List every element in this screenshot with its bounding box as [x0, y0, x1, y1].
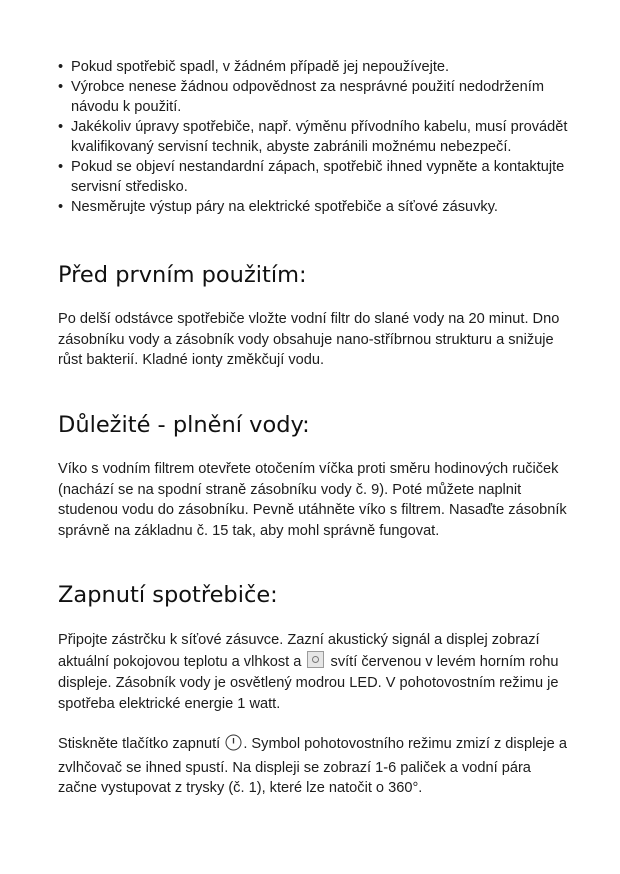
power-on-paragraph-2: Stiskněte tlačítko zapnutí . Symbol pohotovostního režimu zmizí z displeje a zvlhčovač se ihned spustí. Na displeji se zobrazí 1-6 paliček a vodní pára začne vystupovat z trysky (č. 1), které lze natočit o 360°. [58, 736, 567, 796]
first-use-paragraph: Po delší odstávce spotřebiče vložte vodní filtr do slané vody na 20 minut. Dno zásobníku vody a zásobník vody obsahuje nano-stříbrnou strukturu a snižuje růst bakterií. Kladné ionty změkčují vodu. [58, 311, 560, 368]
list-item: • Jakékoliv úpravy spotřebiče, např. výměnu přívodního kabelu, musí provádět kvalifikovaný servisní technik, abyste zabránili možnému nebezpečí. [58, 119, 568, 155]
list-item: • Nesměrujte výstup páry na elektrické spotřebiče a síťové zásuvky. [58, 199, 498, 215]
list-item: • Výrobce nenese žádnou odpovědnost za nesprávné použití nedodržením návodu k použití. [58, 79, 544, 115]
section-heading-power-on: Zapnutí spotřebiče: [58, 582, 278, 608]
bullet-text: Výrobce nenese žádnou odpovědnost za nesprávné použití nedodržením návodu k použití. [71, 79, 544, 115]
bullet-text: Pokud se objeví nestandardní zápach, spotřebič ihned vypněte a kontaktujte servisní středisko. [71, 159, 565, 195]
section-heading-first-use: Před prvním použitím: [58, 262, 307, 288]
bullet-text: Pokud spotřebič spadl, v žádném případě jej nepoužívejte. [71, 59, 450, 75]
bullet-text: Jakékoliv úpravy spotřebiče, např. výměnu přívodního kabelu, musí provádět kvalifikovaný servisní technik, abyste zabránili možnému nebezpečí. [71, 119, 568, 155]
bullet-text: Nesměrujte výstup páry na elektrické spotřebiče a síťové zásuvky. [71, 199, 498, 215]
standby-icon [307, 651, 324, 668]
water-fill-paragraph: Víko s vodním filtrem otevřete otočením víčka proti směru hodinových ručiček (nachází se na spodní straně zásobníku vody č. 9). Poté můžete naplnit studenou vodu do zásobníku. Pevně utáhněte víko s filtrem. Nasaďte zásobník správně na základnu č. 15 tak, aby mohl správně fungovat. [58, 461, 567, 539]
list-item: • Pokud spotřebič spadl, v žádném případě jej nepoužívejte. [58, 59, 450, 75]
power-icon [225, 734, 242, 758]
section-heading-water-fill: Důležité - plnění vody: [58, 412, 310, 438]
safety-bullet-list [58, 57, 578, 217]
power-on-paragraph-1: Připojte zástrčku k síťové zásuvce. Zazní akustický signál a displej zobrazí aktuální pokojovou teplotu a vlhkost a svítí červenou v levém horním rohu displeje. Zásobník vody je osvětlený modrou LED. V pohotovostním režimu je spotřeba elektrické energie 1 watt. [58, 632, 559, 712]
list-item: • Pokud se objeví nestandardní zápach, spotřebič ihned vypněte a kontaktujte servisní středisko. [58, 159, 565, 195]
